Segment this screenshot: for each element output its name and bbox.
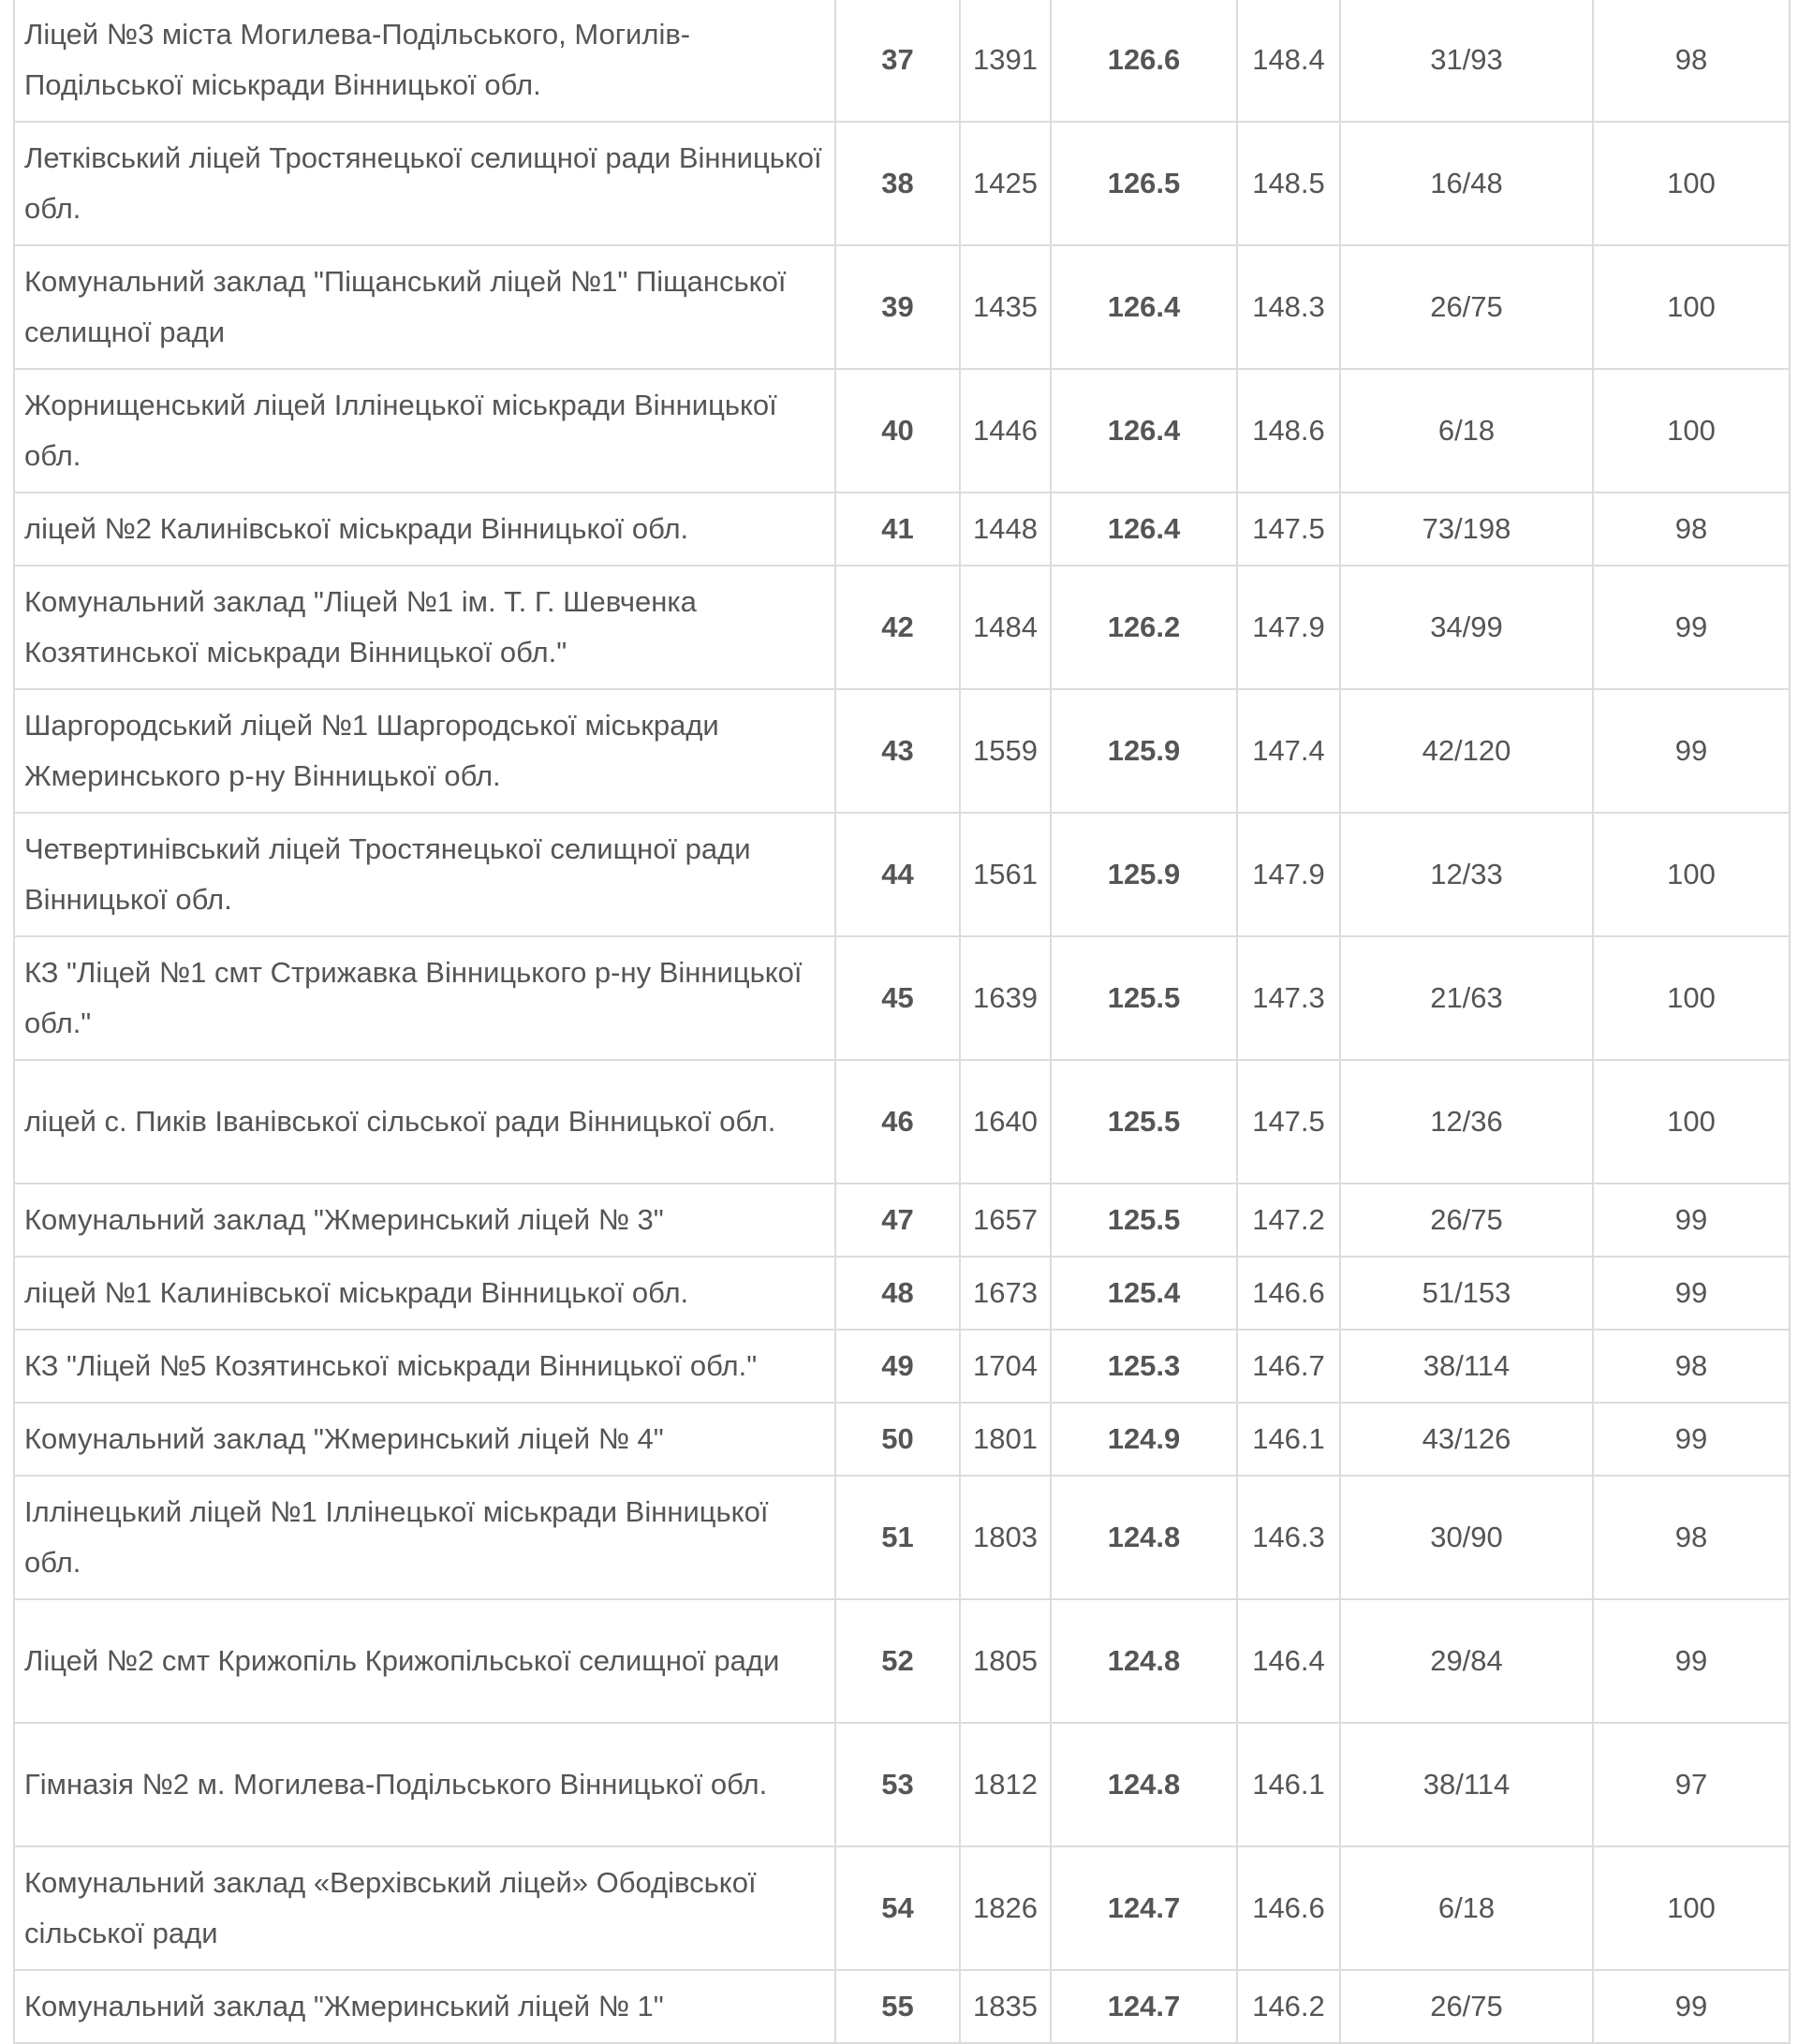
average-score-cell: 126.4 <box>1051 493 1237 566</box>
regional-rank-cell: 55 <box>835 1970 960 2043</box>
score-secondary-cell: 146.4 <box>1237 1599 1340 1723</box>
school-name-cell: Комунальний заклад "Жмеринський ліцей № 4" <box>14 1403 835 1476</box>
table-row <box>14 122 1790 245</box>
school-name-cell: КЗ "Ліцей №1 смт Стрижавка Вінницького р-ну Вінницької обл." <box>14 936 835 1060</box>
table-row <box>14 936 1790 1060</box>
participants-cell: 26/75 <box>1340 1184 1593 1257</box>
average-score-cell: 126.2 <box>1051 566 1237 689</box>
regional-rank-cell: 54 <box>835 1846 960 1970</box>
regional-rank-cell: 41 <box>835 493 960 566</box>
regional-rank-cell: 37 <box>835 0 960 122</box>
average-score-cell: 124.8 <box>1051 1476 1237 1599</box>
participants-cell: 6/18 <box>1340 369 1593 493</box>
participants-cell: 51/153 <box>1340 1257 1593 1330</box>
table-row <box>14 1970 1790 2043</box>
average-score-cell: 125.9 <box>1051 813 1237 936</box>
score-secondary-cell: 148.4 <box>1237 0 1340 122</box>
participants-cell: 12/33 <box>1340 813 1593 936</box>
table-row <box>14 369 1790 493</box>
average-score-cell: 125.9 <box>1051 689 1237 813</box>
regional-rank-cell: 47 <box>835 1184 960 1257</box>
table-row <box>14 1403 1790 1476</box>
table-row <box>14 493 1790 566</box>
percent-cell: 99 <box>1593 1970 1790 2043</box>
participants-cell: 6/18 <box>1340 1846 1593 1970</box>
score-secondary-cell: 147.9 <box>1237 813 1340 936</box>
score-secondary-cell: 146.1 <box>1237 1403 1340 1476</box>
school-name-cell: Ліцей №2 смт Крижопіль Крижопільської селищної ради <box>14 1599 835 1723</box>
school-name-cell: ліцей №1 Калинівської міськради Вінницької обл. <box>14 1257 835 1330</box>
national-rank-cell: 1704 <box>960 1330 1051 1403</box>
average-score-cell: 126.4 <box>1051 369 1237 493</box>
school-name-cell: Комунальний заклад "Піщанський ліцей №1" Піщанської селищної ради <box>14 245 835 369</box>
regional-rank-cell: 48 <box>835 1257 960 1330</box>
percent-cell: 98 <box>1593 0 1790 122</box>
national-rank-cell: 1639 <box>960 936 1051 1060</box>
score-secondary-cell: 147.2 <box>1237 1184 1340 1257</box>
table-row <box>14 1846 1790 1970</box>
regional-rank-cell: 38 <box>835 122 960 245</box>
score-secondary-cell: 146.6 <box>1237 1846 1340 1970</box>
score-secondary-cell: 146.1 <box>1237 1723 1340 1846</box>
percent-cell: 99 <box>1593 1403 1790 1476</box>
average-score-cell: 124.8 <box>1051 1723 1237 1846</box>
percent-cell: 99 <box>1593 566 1790 689</box>
regional-rank-cell: 50 <box>835 1403 960 1476</box>
regional-rank-cell: 45 <box>835 936 960 1060</box>
score-secondary-cell: 148.6 <box>1237 369 1340 493</box>
national-rank-cell: 1826 <box>960 1846 1051 1970</box>
score-secondary-cell: 146.7 <box>1237 1330 1340 1403</box>
school-name-cell: Комунальний заклад "Ліцей №1 ім. Т. Г. Шевченка Козятинської міськради Вінницької обл." <box>14 566 835 689</box>
national-rank-cell: 1835 <box>960 1970 1051 2043</box>
school-name-cell: Летківський ліцей Тростянецької селищної ради Вінницької обл. <box>14 122 835 245</box>
average-score-cell: 124.7 <box>1051 1846 1237 1970</box>
school-name-cell: Іллінецький ліцей №1 Іллінецької міськради Вінницької обл. <box>14 1476 835 1599</box>
score-secondary-cell: 147.4 <box>1237 689 1340 813</box>
table-row <box>14 813 1790 936</box>
participants-cell: 16/48 <box>1340 122 1593 245</box>
participants-cell: 73/198 <box>1340 493 1593 566</box>
average-score-cell: 125.5 <box>1051 1184 1237 1257</box>
average-score-cell: 126.5 <box>1051 122 1237 245</box>
average-score-cell: 126.4 <box>1051 245 1237 369</box>
national-rank-cell: 1801 <box>960 1403 1051 1476</box>
score-secondary-cell: 147.5 <box>1237 1060 1340 1184</box>
participants-cell: 34/99 <box>1340 566 1593 689</box>
percent-cell: 97 <box>1593 1723 1790 1846</box>
national-rank-cell: 1805 <box>960 1599 1051 1723</box>
school-name-cell: Ліцей №3 міста Могилева-Подільського, Могилів-Подільської міськради Вінницької обл. <box>14 0 835 122</box>
school-name-cell: Комунальний заклад «Верхівський ліцей» Ободівської сільської ради <box>14 1846 835 1970</box>
regional-rank-cell: 49 <box>835 1330 960 1403</box>
national-rank-cell: 1657 <box>960 1184 1051 1257</box>
national-rank-cell: 1559 <box>960 689 1051 813</box>
regional-rank-cell: 42 <box>835 566 960 689</box>
average-score-cell: 124.9 <box>1051 1403 1237 1476</box>
participants-cell: 29/84 <box>1340 1599 1593 1723</box>
national-rank-cell: 1446 <box>960 369 1051 493</box>
regional-rank-cell: 44 <box>835 813 960 936</box>
participants-cell: 26/75 <box>1340 1970 1593 2043</box>
percent-cell: 99 <box>1593 1184 1790 1257</box>
regional-rank-cell: 46 <box>835 1060 960 1184</box>
score-secondary-cell: 146.6 <box>1237 1257 1340 1330</box>
national-rank-cell: 1484 <box>960 566 1051 689</box>
percent-cell: 100 <box>1593 813 1790 936</box>
percent-cell: 98 <box>1593 1330 1790 1403</box>
participants-cell: 38/114 <box>1340 1330 1593 1403</box>
score-secondary-cell: 146.3 <box>1237 1476 1340 1599</box>
school-name-cell: Комунальний заклад "Жмеринський ліцей № 3" <box>14 1184 835 1257</box>
school-name-cell: Четвертинівський ліцей Тростянецької селищної ради Вінницької обл. <box>14 813 835 936</box>
regional-rank-cell: 51 <box>835 1476 960 1599</box>
regional-rank-cell: 39 <box>835 245 960 369</box>
average-score-cell: 126.6 <box>1051 0 1237 122</box>
table-row <box>14 1330 1790 1403</box>
average-score-cell: 125.5 <box>1051 936 1237 1060</box>
table-row <box>14 245 1790 369</box>
national-rank-cell: 1561 <box>960 813 1051 936</box>
school-name-cell: Шаргородський ліцей №1 Шаргородської міськради Жмеринського р-ну Вінницької обл. <box>14 689 835 813</box>
percent-cell: 100 <box>1593 936 1790 1060</box>
participants-cell: 43/126 <box>1340 1403 1593 1476</box>
regional-rank-cell: 43 <box>835 689 960 813</box>
percent-cell: 99 <box>1593 689 1790 813</box>
percent-cell: 98 <box>1593 493 1790 566</box>
national-rank-cell: 1812 <box>960 1723 1051 1846</box>
participants-cell: 42/120 <box>1340 689 1593 813</box>
percent-cell: 100 <box>1593 1846 1790 1970</box>
score-secondary-cell: 146.2 <box>1237 1970 1340 2043</box>
participants-cell: 30/90 <box>1340 1476 1593 1599</box>
school-name-cell: Комунальний заклад "Жмеринський ліцей № 1" <box>14 1970 835 2043</box>
table-row <box>14 566 1790 689</box>
percent-cell: 99 <box>1593 1599 1790 1723</box>
table-row <box>14 1257 1790 1330</box>
score-secondary-cell: 148.3 <box>1237 245 1340 369</box>
average-score-cell: 125.5 <box>1051 1060 1237 1184</box>
national-rank-cell: 1673 <box>960 1257 1051 1330</box>
school-name-cell: КЗ "Ліцей №5 Козятинської міськради Вінницької обл." <box>14 1330 835 1403</box>
national-rank-cell: 1435 <box>960 245 1051 369</box>
participants-cell: 31/93 <box>1340 0 1593 122</box>
table-row <box>14 689 1790 813</box>
score-secondary-cell: 147.3 <box>1237 936 1340 1060</box>
regional-rank-cell: 52 <box>835 1599 960 1723</box>
participants-cell: 12/36 <box>1340 1060 1593 1184</box>
participants-cell: 38/114 <box>1340 1723 1593 1846</box>
regional-rank-cell: 53 <box>835 1723 960 1846</box>
national-rank-cell: 1803 <box>960 1476 1051 1599</box>
school-name-cell: ліцей №2 Калинівської міськради Вінницької обл. <box>14 493 835 566</box>
score-secondary-cell: 148.5 <box>1237 122 1340 245</box>
school-ranking-table <box>13 0 1791 2044</box>
school-name-cell: Жорнищенський ліцей Іллінецької міськради Вінницької обл. <box>14 369 835 493</box>
percent-cell: 98 <box>1593 1476 1790 1599</box>
table-row <box>14 1184 1790 1257</box>
average-score-cell: 124.7 <box>1051 1970 1237 2043</box>
table-row <box>14 1060 1790 1184</box>
national-rank-cell: 1425 <box>960 122 1051 245</box>
regional-rank-cell: 40 <box>835 369 960 493</box>
school-name-cell: Гімназія №2 м. Могилева-Подільського Вінницької обл. <box>14 1723 835 1846</box>
percent-cell: 100 <box>1593 369 1790 493</box>
average-score-cell: 125.4 <box>1051 1257 1237 1330</box>
percent-cell: 100 <box>1593 245 1790 369</box>
table-row <box>14 0 1790 122</box>
national-rank-cell: 1448 <box>960 493 1051 566</box>
national-rank-cell: 1391 <box>960 0 1051 122</box>
average-score-cell: 124.8 <box>1051 1599 1237 1723</box>
average-score-cell: 125.3 <box>1051 1330 1237 1403</box>
score-secondary-cell: 147.5 <box>1237 493 1340 566</box>
table-body <box>14 0 1790 2043</box>
table-row <box>14 1723 1790 1846</box>
score-secondary-cell: 147.9 <box>1237 566 1340 689</box>
ranking-table-container <box>13 0 1789 2044</box>
percent-cell: 100 <box>1593 122 1790 245</box>
percent-cell: 99 <box>1593 1257 1790 1330</box>
national-rank-cell: 1640 <box>960 1060 1051 1184</box>
table-row <box>14 1476 1790 1599</box>
participants-cell: 21/63 <box>1340 936 1593 1060</box>
percent-cell: 100 <box>1593 1060 1790 1184</box>
participants-cell: 26/75 <box>1340 245 1593 369</box>
school-name-cell: ліцей с. Пиків Іванівської сільської ради Вінницької обл. <box>14 1060 835 1184</box>
table-row <box>14 1599 1790 1723</box>
